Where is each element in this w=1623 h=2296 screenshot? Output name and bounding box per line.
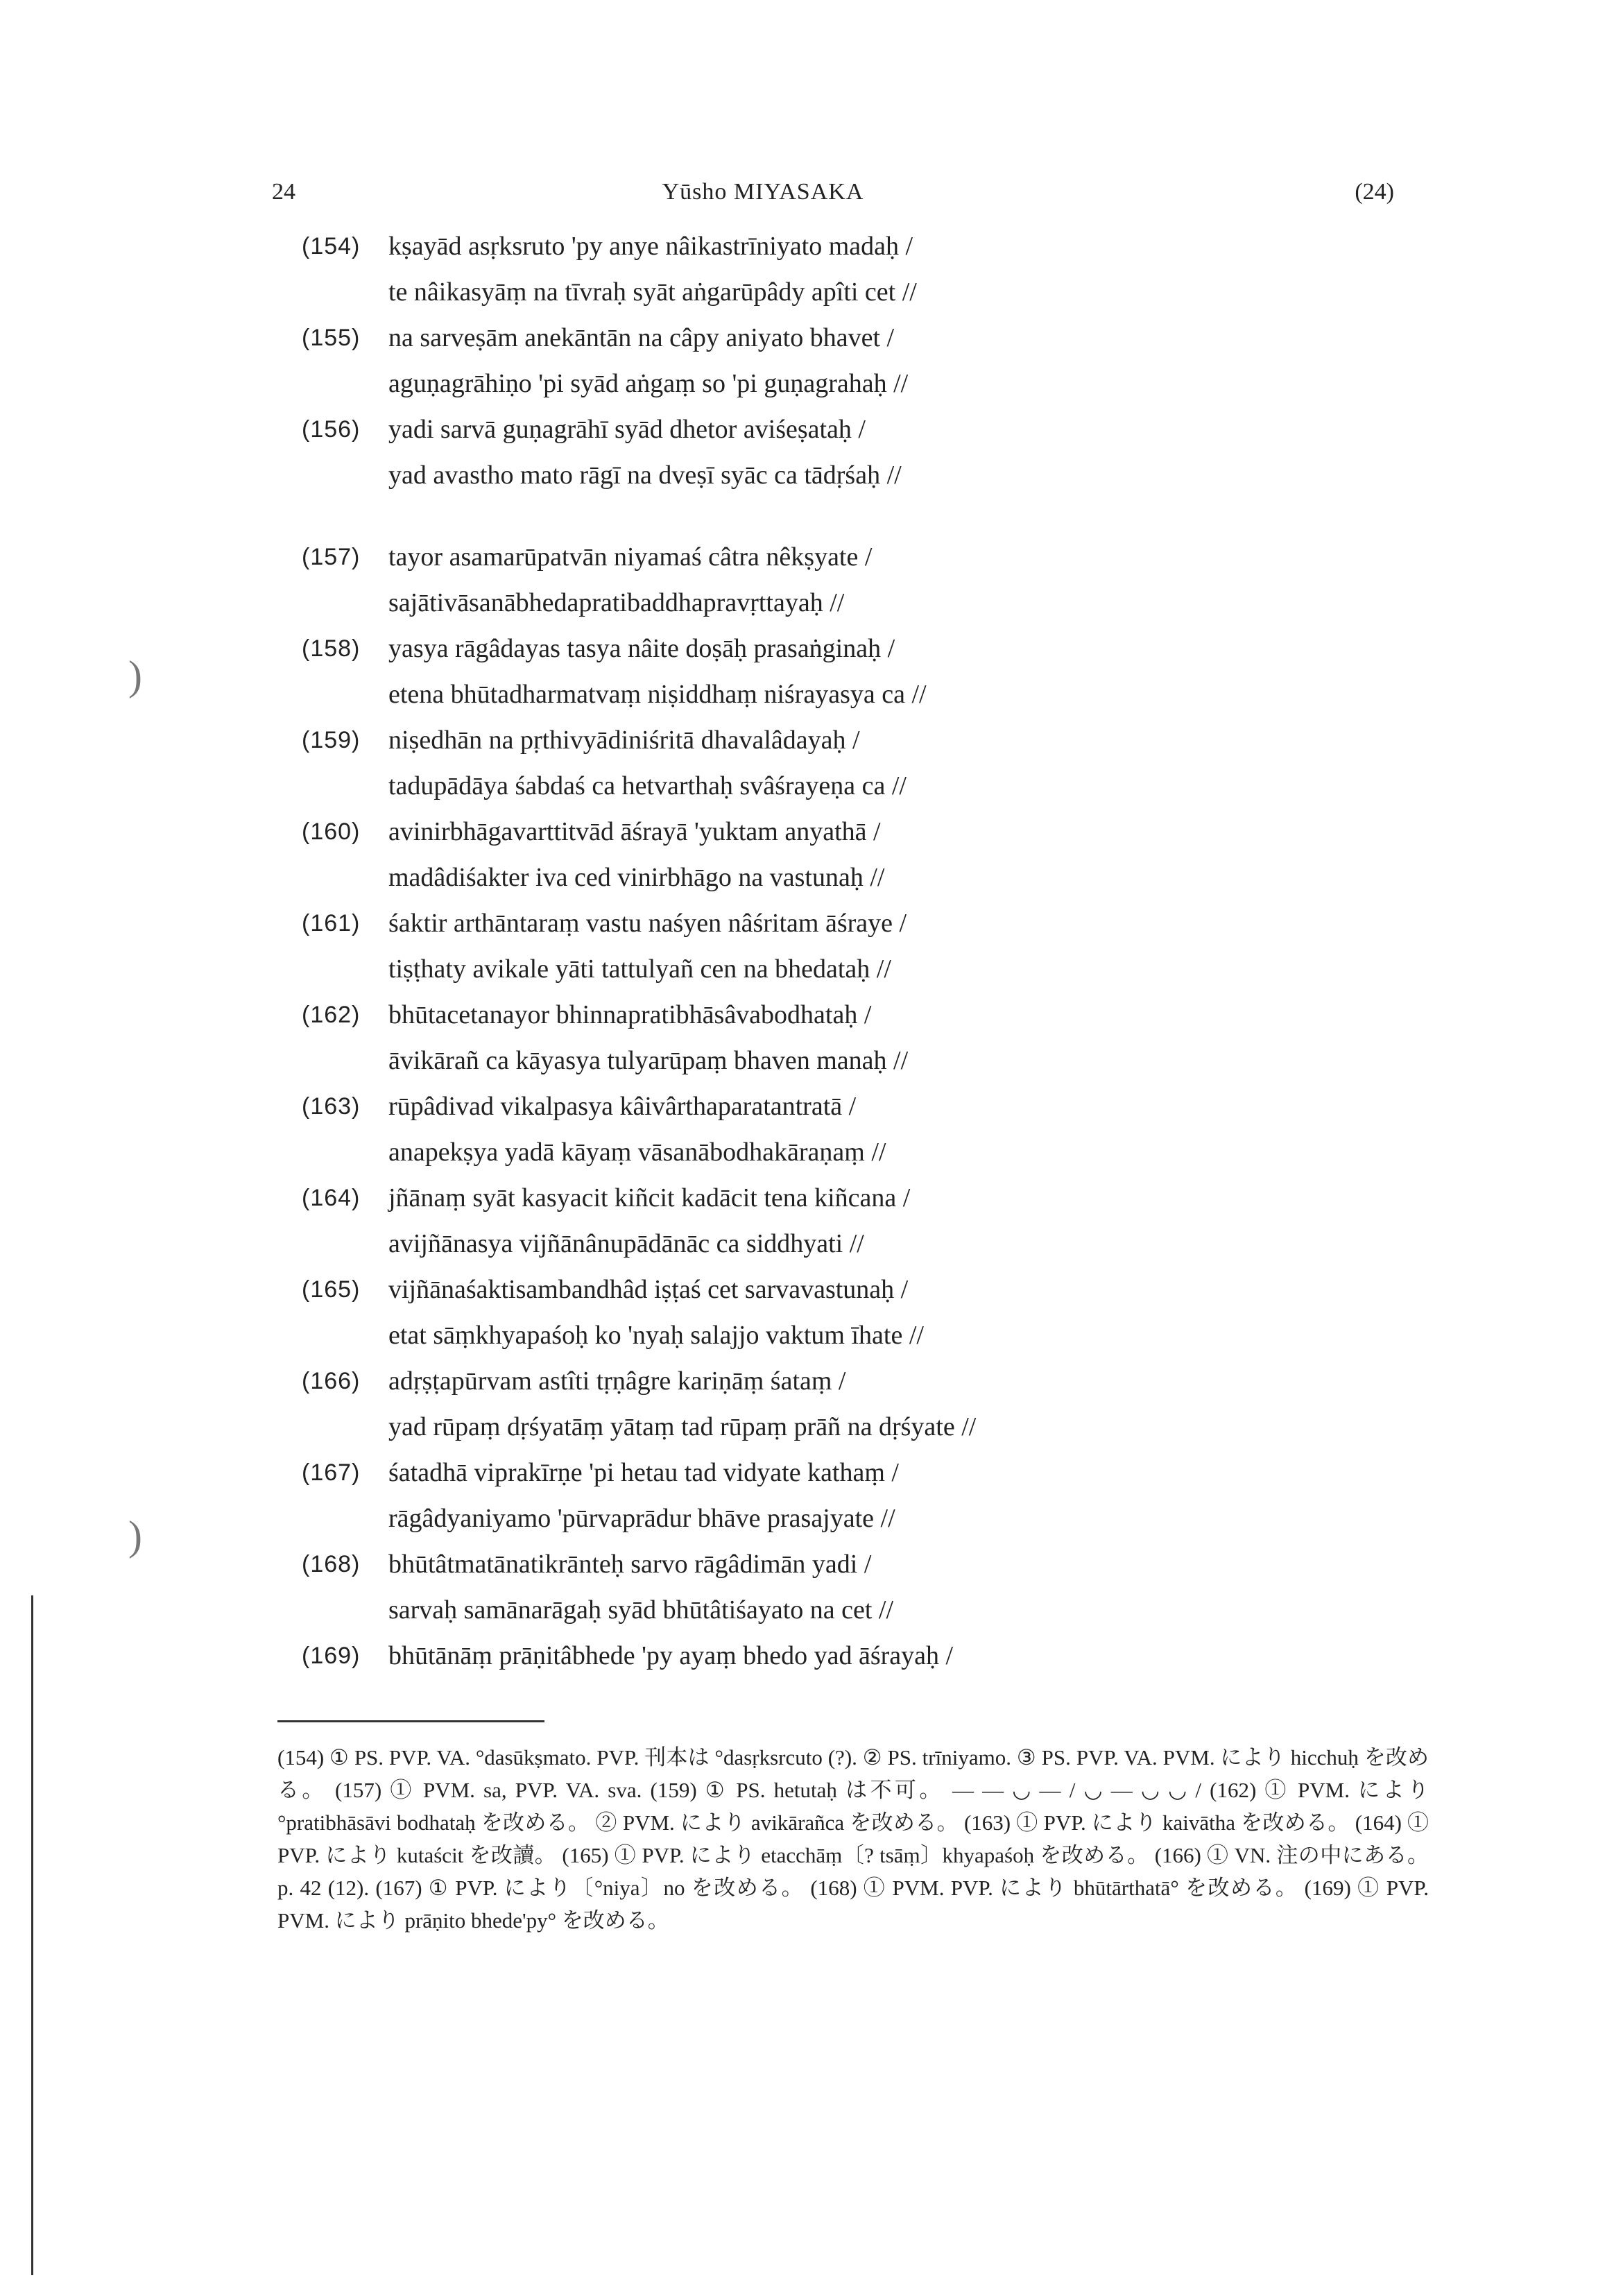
verse-line: yadi sarvā guṇagrāhī syād dhetor aviśeṣataḥ / [388,415,866,444]
verse-number: (154) [302,233,361,259]
verse-line: yasya rāgâdayas tasya nâite doṣāḥ prasaṅginaḥ / [388,634,895,663]
running-title: Yūsho MIYASAKA [662,179,864,205]
page-number-bracketed: (24) [1355,179,1394,205]
verse-number: (158) [302,635,361,662]
verse-line: sarvaḥ samānarāgaḥ syād bhūtâtiśayato na cet // [388,1595,894,1625]
verse-line: te nâikasyāṃ na tīvraḥ syāt aṅgarūpâdy apîti cet // [388,277,917,307]
verse-line: avinirbhāgavarttitvād āśrayā 'yuktam anyathā / [388,817,881,846]
verse-line: etat sāṃkhyapaśoḥ ko 'nyaḥ salajjo vaktum īhate // [388,1321,924,1350]
verse-line: tiṣṭhaty avikale yāti tattulyañ cen na bhedataḥ // [388,954,891,984]
verse-line: jñānaṃ syāt kasyacit kiñcit kadācit tena kiñcana / [388,1183,911,1213]
verse-line: śatadhā viprakīrṇe 'pi hetau tad vidyate kathaṃ / [388,1458,899,1487]
verse-line: madâdiśakter iva ced vinirbhāgo na vastunaḥ // [388,863,885,892]
verse-line: bhūtâtmatānatikrānteḥ sarvo rāgâdimān yadi / [388,1550,872,1579]
verse-number: (168) [302,1551,361,1577]
margin-bracket-mark: ) [128,1513,142,1559]
verse-167 [302,1450,1370,1541]
verse-line: sajātivāsanābhedapratibaddhapravṛttayaḥ // [388,588,845,617]
verse-line: rūpâdivad vikalpasya kâivârthaparatantratā / [388,1092,857,1121]
verse-162 [302,992,1370,1083]
verse-number: (160) [302,819,361,845]
margin-bracket-mark: ) [128,653,142,699]
verse-line: avijñānasya vijñānânupādānāc ca siddhyati // [388,1229,864,1258]
verse-number: (155) [302,325,361,351]
verse-161 [302,900,1370,992]
verse-157 [302,534,1370,626]
footnotes: (154) ① PS. PVP. VA. °dasūkṣmato. PVP. 刊本は °dasṛksrcuto (?). ② PS. trīniyamo. ③ PS. PVP. VA. PVM. により hicchuḥ を改める。 (157) ① PVM. sa, PVP. VA. sva. (159) ① PS. hetutaḥ は不可。 — — ◡ — / ◡ — ◡ ◡ / (162) ① PVM. により °pratibhāsāvi bodhataḥ を改める。 ② PVM. により avikārañca を改める。 (163) ① PVP. により kaivātha を改める。 (164) ① PVP. により kutaścit を改讀。 (165) ① PVP. により etacchāṃ〔? tsāṃ〕khyapaśoḥ を改める。 (166) ① VN. 注の中にある。p. 42 (12). (167) ① PVP. により〔°niya〕no を改める。 (168) ① PVM. PVP. により bhūtārthatā° を改める。 (169) ① PVP. PVM. により prāṇito bhede'py° を改める。 [277,1745,1429,1933]
verse-number: (161) [302,910,361,936]
verse-line: āvikārañ ca kāyasya tulyarūpaṃ bhaven manaḥ // [388,1046,909,1075]
verse-158 [302,626,1370,717]
verse-line: yad avastho mato rāgī na dveṣī syāc ca tādṛśaḥ // [388,461,902,490]
verse-number: (165) [302,1276,361,1303]
verse-line: śaktir arthāntaraṃ vastu naśyen nâśritam āśraye / [388,909,907,938]
verse-line: vijñānaśaktisambandhâd iṣṭaś cet sarvavastunaḥ / [388,1275,909,1304]
verse-line: na sarveṣām anekāntān na câpy aniyato bhavet / [388,323,895,352]
verse-168 [302,1541,1370,1633]
footnote-rule [277,1720,544,1722]
verse-line: etena bhūtadharmatvaṃ niṣiddhaṃ niśrayasya ca // [388,680,927,709]
verse-166 [302,1358,1370,1450]
verse-number: (157) [302,544,361,570]
scan-edge-line [31,1595,33,2275]
verse-156 [302,406,1370,498]
verse-line: adṛṣṭapūrvam astîti tṛṇâgre kariṇāṃ śataṃ / [388,1367,846,1396]
verse-number: (164) [302,1185,361,1211]
verse-line: niṣedhān na pṛthivyādiniśritā dhavalâdayaḥ / [388,726,860,755]
verse-line: tayor asamarūpatvān niyamaś câtra nêkṣyate / [388,542,873,572]
verse-number: (169) [302,1643,361,1669]
verse-line: aguṇagrāhiṇo 'pi syād aṅgaṃ so 'pi guṇagrahaḥ // [388,369,909,398]
verse-number: (163) [302,1093,361,1120]
verse-163 [302,1083,1370,1175]
verse-line: bhūtacetanayor bhinnapratibhāsâvabodhataḥ / [388,1000,872,1029]
verse-number: (162) [302,1002,361,1028]
verse-160 [302,809,1370,900]
verse-164 [302,1175,1370,1267]
verse-155 [302,315,1370,406]
verse-number: (156) [302,416,361,443]
verse-list [302,223,1370,1679]
verse-154 [302,223,1370,315]
page-number: 24 [272,179,295,205]
verse-169 [302,1633,1370,1679]
verse-number: (167) [302,1459,361,1486]
verse-159 [302,717,1370,809]
verse-number: (166) [302,1368,361,1394]
verse-line: kṣayād asṛksruto 'py anye nâikastrīniyato madaḥ / [388,232,913,261]
verse-165 [302,1267,1370,1358]
verse-line: yad rūpaṃ dṛśyatāṃ yātaṃ tad rūpaṃ prāñ na dṛśyate // [388,1412,977,1441]
verse-line: anapekṣya yadā kāyaṃ vāsanābodhakāraṇaṃ // [388,1138,886,1167]
verse-number: (159) [302,727,361,753]
verse-line: rāgâdyaniyamo 'pūrvaprādur bhāve prasajyate // [388,1504,895,1533]
verse-line: bhūtānāṃ prāṇitâbhede 'py ayaṃ bhedo yad āśrayaḥ / [388,1641,954,1670]
verse-line: tadupādāya śabdaś ca hetvarthaḥ svâśrayeṇa ca // [388,771,907,800]
